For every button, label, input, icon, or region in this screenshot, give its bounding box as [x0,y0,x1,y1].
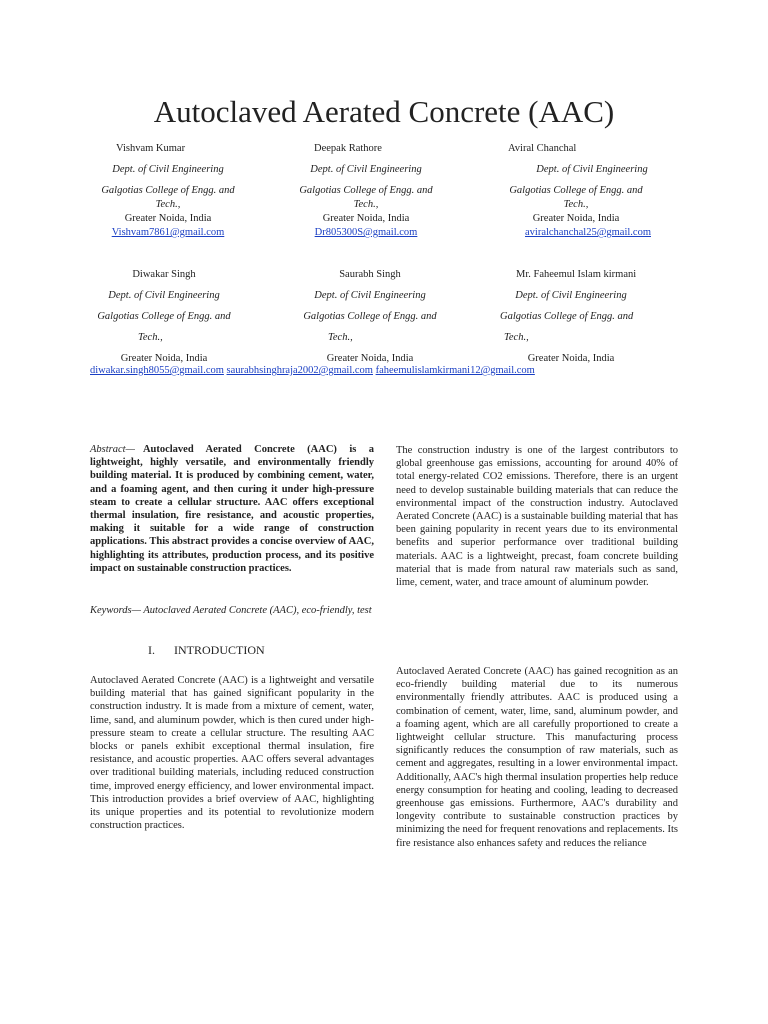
abstract-text: Autoclaved Aerated Concrete (AAC) is a lightweight, highly versatile, and environmentally friendly building material. It is produced by combining cement, water, and a foaming agent, and then curing it under high-pressure steam to create a cellular structure. AAC offers exceptional thermal insulation, fire resistance, and acoustic properties, making it suitable for a wide range of construction applications. This abstract provides a concise overview of AAC, highlighting its attributes, production process, and its positive impact on sustainable construction practices. [90,444,374,574]
author-name: Aviral Chanchal [508,143,577,154]
author-dept: Dept. of Civil Engineering [536,164,648,175]
author-college-2: Tech., [328,332,353,343]
keywords: Keywords— Autoclaved Aerated Concrete (AAC), eco-friendly, test [90,605,372,616]
author-email-link[interactable]: aviralchanchal25@gmail.com [525,227,651,238]
author-location: Greater Noida, India [124,213,212,224]
author-location: Greater Noida, India [322,213,410,224]
author-college: Galgotias College of Engg. and [509,185,643,196]
body-paragraph: The construction industry is one of the largest contributors to global greenhouse gas emissions, accounting for around 40% of total energy-related CO2 emissions. Therefore, there is an urgent need to develop sustainable building materials that can reduce the environmental impact of the construction industry. Autoclaved Aerated Concrete (AAC) is a sustainable building material that has been gaining popularity in recent years due to its environmental benefits and superior performance over traditional building materials. AAC is a lightweight, precast, foam concrete building material that is made from natural raw materials such as sand, lime, cement, water, and trace amount of aluminum powder. [396,445,678,589]
author-college-2: Tech., [155,199,181,210]
section-title: INTRODUCTION [174,643,265,657]
author-location: Greater Noida, India [120,353,208,364]
author-block [88,142,248,240]
author-name: Deepak Rathore [314,143,382,154]
author-email-link[interactable]: Dr805300S@gmail.com [314,227,418,238]
author-college: Galgotias College of Engg. and [299,185,433,196]
author-college: Galgotias College of Engg. and [101,185,235,196]
author-email-link[interactable]: Vishvam7861@gmail.com [111,227,225,238]
section-number: I. [148,643,155,657]
author-college-2: Tech., [504,332,529,343]
author-emails-row [90,364,535,377]
body-paragraph: Autoclaved Aerated Concrete (AAC) has gained recognition as an eco-friendly building material due to its numerous environmentally friendly attributes. AAC is produced using a combination of cement, water, lime, sand, aluminum powder, and a foaming agent, which are all carefully proportioned to create a lightweight cellular structure. This manufacturing process significantly reduces the consumption of raw materials, such as cement and aggregates, resulting in a lower environmental impact. Additionally, AAC's high thermal insulation properties help reduce energy consumption for heating and cooling, leading to decreased greenhouse gas emissions. Furthermore, AAC's durability and longevity contribute to sustainable construction practices by minimizing the need for frequent renovations and replacements. Its fire resistance also enhances safety and reduces the reliance [396,666,678,849]
author-name: Diwakar Singh [132,269,196,280]
author-block [84,268,244,366]
author-dept: Dept. of Civil Engineering [112,164,224,175]
abstract [90,443,374,575]
author-dept: Dept. of Civil Engineering [108,290,220,301]
author-block [286,142,446,240]
author-block [486,268,656,366]
author-dept: Dept. of Civil Engineering [314,290,426,301]
author-email-link[interactable]: faheemulislamkirmani12@gmail.com [375,365,535,376]
author-college-2: Tech., [353,199,379,210]
author-email-link[interactable]: saurabhsinghraja2002@gmail.com [226,365,373,376]
author-block [290,268,450,366]
author-block [496,142,656,240]
intro-paragraph: Autoclaved Aerated Concrete (AAC) is a lightweight and versatile building material that has gained significant popularity in the construction industry. It is made from a mixture of cement, water, lime, sand, and aluminum powder, which is then cured under high-pressure steam to create a cellular structure. The resulting AAC blocks or panels exhibit exceptional thermal insulation, fire resistance, and acoustic properties. AAC offers several advantages over traditional building materials, including reduced construction time, improved energy efficiency, and lower environmental impact. This introduction provides a brief overview of AAC, highlighting its unique properties and its potential to revolutionize modern construction practices. [90,675,374,832]
author-name: Saurabh Singh [339,269,401,280]
author-email-link[interactable]: diwakar.singh8055@gmail.com [90,365,224,376]
author-location: Greater Noida, India [532,213,620,224]
author-dept: Dept. of Civil Engineering [515,290,627,301]
abstract-label: Abstract [90,444,126,455]
author-college: Galgotias College of Engg. and [97,311,231,322]
abstract-dash: — [125,444,135,455]
author-name: Vishvam Kumar [116,143,186,154]
author-college: Galgotias College of Engg. and [303,311,437,322]
paper-title: Autoclaved Aerated Concrete (AAC) [153,94,615,129]
author-college-2: Tech., [563,199,589,210]
author-name: Mr. Faheemul Islam kirmani [516,269,637,280]
author-college-2: Tech., [138,332,163,343]
author-dept: Dept. of Civil Engineering [310,164,422,175]
author-college: Galgotias College of Engg. and [500,311,634,322]
author-location: Greater Noida, India [527,353,615,364]
author-location: Greater Noida, India [326,353,414,364]
